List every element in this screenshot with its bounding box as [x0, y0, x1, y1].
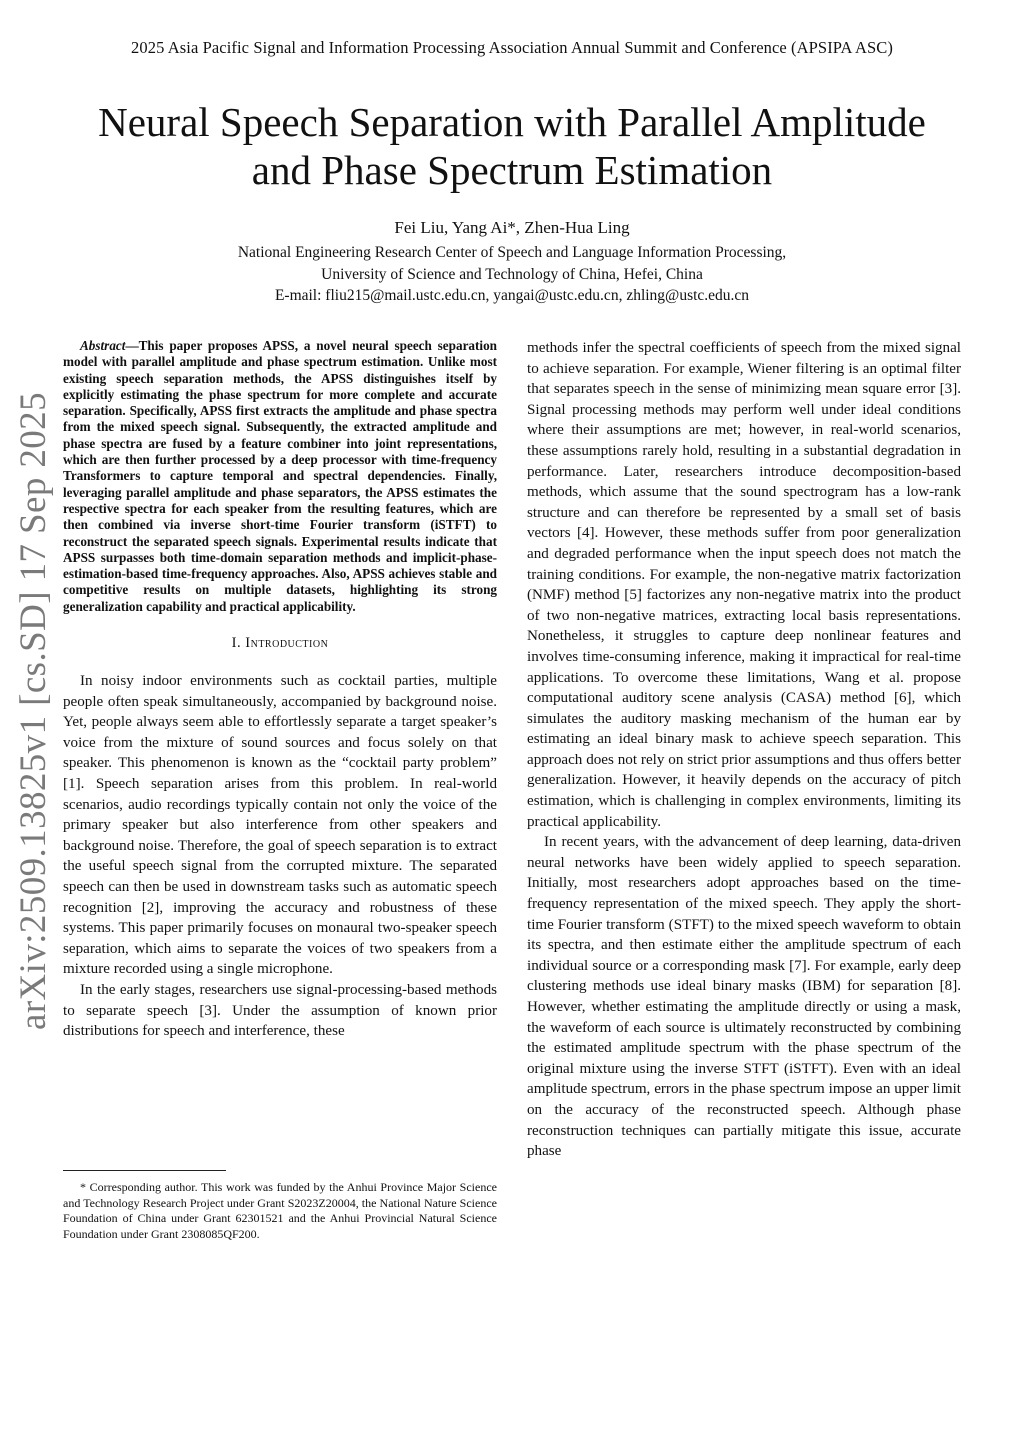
- title-line-1: Neural Speech Separation with Parallel Amplitude: [98, 99, 926, 145]
- abstract-text: —This paper proposes APSS, a novel neural speech separation model with parallel amplitude and phase spectrum estimation. Unlike most existing speech separation methods, the APSS distinguishes itself by explicitly estimating the phase spectrum for more complete and accurate separation. Specifically, APSS first extracts the amplitude and phase spectra from the mixed speech signal. Subsequently, the extracted amplitude and phase spectra are fused by a feature combiner into joint representations, which are then further processed by a deep processor with time-frequency Transformers to capture temporal and spectral dependencies. Finally, leveraging parallel amplitude and phase separators, the APSS estimates the respective spectra for each speaker from the resulting features, which are then combined via inverse short-time Fourier transform (iSTFT) to reconstruct the separated speech signals. Experimental results indicate that APSS surpasses both time-domain separation methods and implicit-phase-estimation-based time-frequency approaches. Also, APSS achieves stable and competitive results on multiple datasets, highlighting its strong generalization capability and practical applicability.: [63, 338, 497, 614]
- arxiv-identifier-stamp: arXiv:2509.13825v1 [cs.SD] 17 Sep 2025: [13, 392, 54, 1030]
- intro-paragraph-3: In recent years, with the advancement of deep learning, data-driven neural networks have been widely applied to speech separation. Initially, most researchers adopt approaches based on the time-frequency representation of the mixed speech. They apply the short-time Fourier transform (STFT) to the mixed speech waveform to obtain its spectra, and then estimate either the amplitude spectrum of each individual source or a corresponding mask [7]. For example, early deep clustering methods use ideal binary masks (IBM) for separation [8]. However, whether estimating the amplitude directly or using a mask, the waveform of each source is ultimately reconstructed by combining the estimated amplitude spectrum with the phase spectrum of the original mixture using the inverse STFT (iSTFT). Even with an ideal amplitude spectrum, errors in the phase spectrum impose an upper limit on the accuracy of the reconstructed speech. Although phase reconstruction techniques can partially mitigate this issue, accurate phase: [527, 834, 961, 1160]
- abstract-label: Abstract: [80, 338, 126, 353]
- footnote: * Corresponding author. This work was funded by the Anhui Province Major Science and Technology Research Project under Grant S2023Z20004, the National Nature Science Foundation of China under Grant 62301521 and the Anhui Provincial Natural Science Foundation under Grant 2308085QF200.: [63, 1180, 497, 1241]
- affiliation-line-1: National Engineering Research Center of Speech and Language Information Processing,: [237, 244, 787, 261]
- intro-paragraph-2: In the early stages, researchers use signal-processing-based methods to separate speech [3]. Under the assumption of known prior distributions for speech and interference, these: [63, 981, 497, 1040]
- right-column: [527, 338, 961, 1162]
- affiliation-email: E-mail: fliu215@mail.ustc.edu.cn, yangai@ustc.edu.cn, zhling@ustc.edu.cn: [274, 287, 750, 304]
- section-heading-introduction: [63, 635, 497, 652]
- section-number: I.: [231, 635, 246, 652]
- section-title: Introduction: [245, 635, 329, 652]
- footnote-divider: [63, 1170, 226, 1171]
- abstract: [63, 338, 497, 615]
- affiliation-line-2: University of Science and Technology of China, Hefei, China: [321, 265, 703, 283]
- conference-header: 2025 Asia Pacific Signal and Information Processing Association Annual Summit and Conference (APSIPA ASC): [131, 38, 893, 57]
- author-list: Fei Liu, Yang Ai*, Zhen-Hua Ling: [394, 218, 630, 237]
- paper-title: [40, 98, 984, 194]
- affiliation-block: [0, 242, 1024, 307]
- intro-paragraph-1: In noisy indoor environments such as cocktail parties, multiple people often speak simultaneously, accompanied by background noise. Yet, people always seem able to effortlessly separate a target speaker’s voice from the mixture of sound sources and focus solely on that speaker. This phenomenon is known as the “cocktail party problem” [1]. Speech separation arises from this problem. In real-world scenarios, audio recordings typically contain not only the voice of the primary speaker but also interference from other speakers and background noise. Therefore, the goal of speech separation is to extract the useful speech signal from the corrupted mixture. The separated speech can then be used in downstream tasks such as automatic speech recognition [2], improving the accuracy and robustness of these systems. This paper primarily focuses on monaural two-speaker speech separation, which aims to separate the voices of two speakers from a mixture recorded using a single microphone.: [63, 673, 497, 978]
- title-line-2: and Phase Spectrum Estimation: [251, 147, 773, 193]
- left-column: [63, 338, 497, 1042]
- intro-paragraph-2-continued: methods infer the spectral coefficients of speech from the mixed signal to achieve separation. For example, Wiener filtering is an optimal filter that separates speech in the sense of minimizing mean square error [3]. Signal processing methods may perform well under ideal conditions where their assumptions are met; however, in real-world scenarios, these assumptions rarely hold, resulting in a substantial degradation in performance. Later, researchers introduce decomposition-based methods, which assume that the sound spectrogram has a low-rank structure and can therefore be represented by a small set of basis vectors [4]. However, these methods suffer from poor generalization and degraded performance when the input speech does not match the training conditions. For example, the non-negative matrix factorization (NMF) method [5] factorizes any non-negative matrix into the product of two non-negative matrices, extracting local basis representations. Nonetheless, it struggles to capture deep nonlinear features and involves time-consuming inference, making it impractical for real-time applications. To overcome these limitations, Wang et al. propose computational auditory scene analysis (CASA) method [6], which simulates the auditory masking mechanism of the human ear by estimating an ideal binary mask to achieve speech separation. This approach does not rely on strict prior assumptions and thus offers better generalization. However, it heavily depends on the accuracy of pitch estimation, which is challenging in complex environments, limiting its practical applicability.: [527, 340, 961, 830]
